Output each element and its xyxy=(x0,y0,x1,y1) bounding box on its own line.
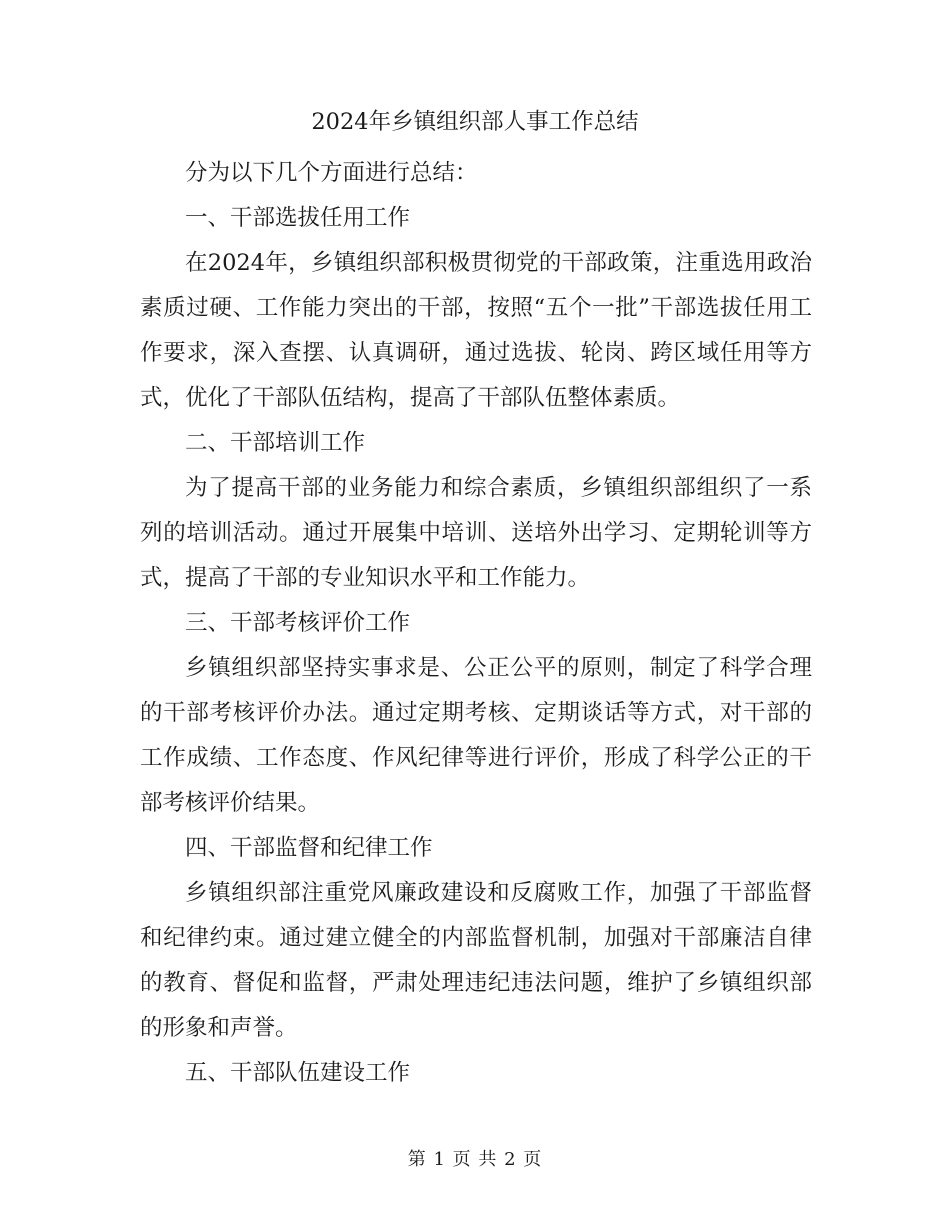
intro-line: 分为以下几个方面进行总结： xyxy=(185,160,478,186)
section-paragraph: 在2024年，乡镇组织部积极贯彻党的干部政策，注重选用政治素质过硬、工作能力突出的干部，按照“五个一批”干部选拔任用工作要求，深入查摆、认真调研，通过选拔、轮岗、跨区域任用等方式，优化了干部队伍结构，提高了干部队伍整体素质。 xyxy=(140,250,812,411)
section-heading: 四、干部监督和纪律工作 xyxy=(185,835,433,861)
section-paragraph: 为了提高干部的业务能力和综合素质，乡镇组织部组织了一系列的培训活动。通过开展集中培训、送培外出学习、定期轮训等方式，提高了干部的专业知识水平和工作能力。 xyxy=(140,475,812,591)
section-heading: 一、干部选拔任用工作 xyxy=(185,205,411,231)
section-paragraph: 乡镇组织部坚持实事求是、公正公平的原则，制定了科学合理的干部考核评价办法。通过定期考核、定期谈话等方式，对干部的工作成绩、工作态度、作风纪律等进行评价，形成了科学公正的干部考核评价结果。 xyxy=(140,655,812,816)
document-body xyxy=(140,151,812,1096)
document-title: 2024年乡镇组织部人事工作总结 xyxy=(311,109,639,135)
section-heading: 二、干部培训工作 xyxy=(185,430,366,456)
section-heading: 三、干部考核评价工作 xyxy=(185,610,411,636)
section-paragraph: 乡镇组织部注重党风廉政建设和反腐败工作，加强了干部监督和纪律约束。通过建立健全的内部监督机制，加强对干部廉洁自律的教育、督促和监督，严肃处理违纪违法问题，维护了乡镇组织部的形象和声誉。 xyxy=(140,880,812,1041)
page-number-footer: 第 1 页 共 2 页 xyxy=(407,1149,543,1170)
section-heading: 五、干部队伍建设工作 xyxy=(185,1060,411,1086)
